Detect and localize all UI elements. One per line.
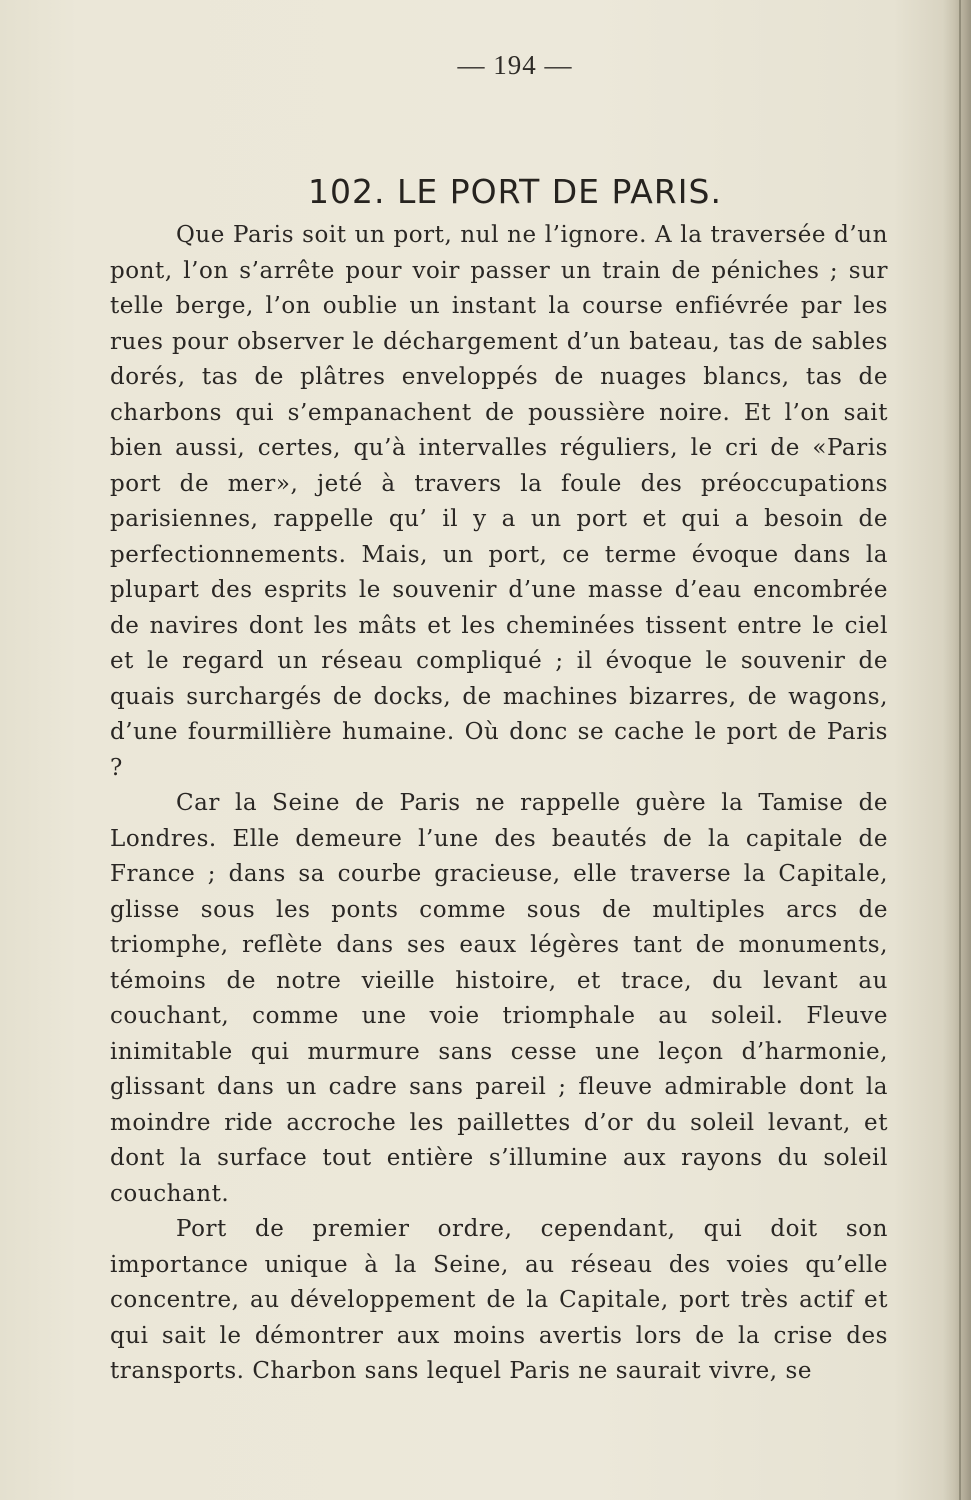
page-edge-shadow: [943, 0, 971, 1500]
paragraph: Port de premier ordre, cependant, qui doit son importance unique à la Seine, au réseau des voies qu’elle concentre, au développement de la Capitale, port très actif et qui sait le démontrer aux moins avertis lors de la crise des transports. Charbon sans lequel Paris ne saurait vivre, se: [110, 1216, 888, 1384]
paragraph: Que Paris soit un port, nul ne l’ignore. A la traversée d’un pont, l’on s’arrête pour voir passer un train de péniches ; sur telle berge, l’on oublie un instant la course enfiévrée par les rues pour observer le déchargement d’un bateau, tas de sables dorés, tas de plâtres enveloppés de nuages blancs, tas de charbons qui s’empanachent de poussière noire. Et l’on sait bien aussi, certes, qu’à intervalles réguliers, le cri de «Paris port de mer», jeté à travers la foule des préoccupations parisiennes, rappelle qu’ il y a un port et qui a besoin de perfectionnements. Mais, un port, ce terme évoque dans la plupart des esprits le souvenir d’une masse d’eau encombrée de navires dont les mâts et les cheminées tissent entre le ciel et le regard un réseau compliqué ; il évoque le souvenir de quais surchargés de docks, de machines bizarres, de wagons, d’une fourmillière humaine. Où donc se cache le port de Paris ?: [110, 222, 888, 781]
paragraph: Car la Seine de Paris ne rappelle guère la Tamise de Londres. Elle demeure l’une des beautés de la capitale de France ; dans sa courbe gracieuse, elle traverse la Capitale, glisse sous les ponts comme sous de multiples arcs de triomphe, reflète dans ses eaux légères tant de monuments, témoins de notre vieille histoire, et trace, du levant au couchant, comme une voie triomphale au soleil. Fleuve inimitable qui murmure sans cesse une leçon d’harmonie, glissant dans un cadre sans pareil ; fleuve admirable dont la moindre ride accroche les paillettes d’or du soleil levant, et dont la surface tout entière s’illumine aux rayons du soleil couchant.: [110, 790, 888, 1207]
body-text: [110, 218, 888, 1390]
page-edge-line: [959, 0, 961, 1500]
chapter-title: 102. LE PORT DE PARIS.: [308, 172, 722, 212]
page-number: — 194 —: [457, 50, 573, 80]
